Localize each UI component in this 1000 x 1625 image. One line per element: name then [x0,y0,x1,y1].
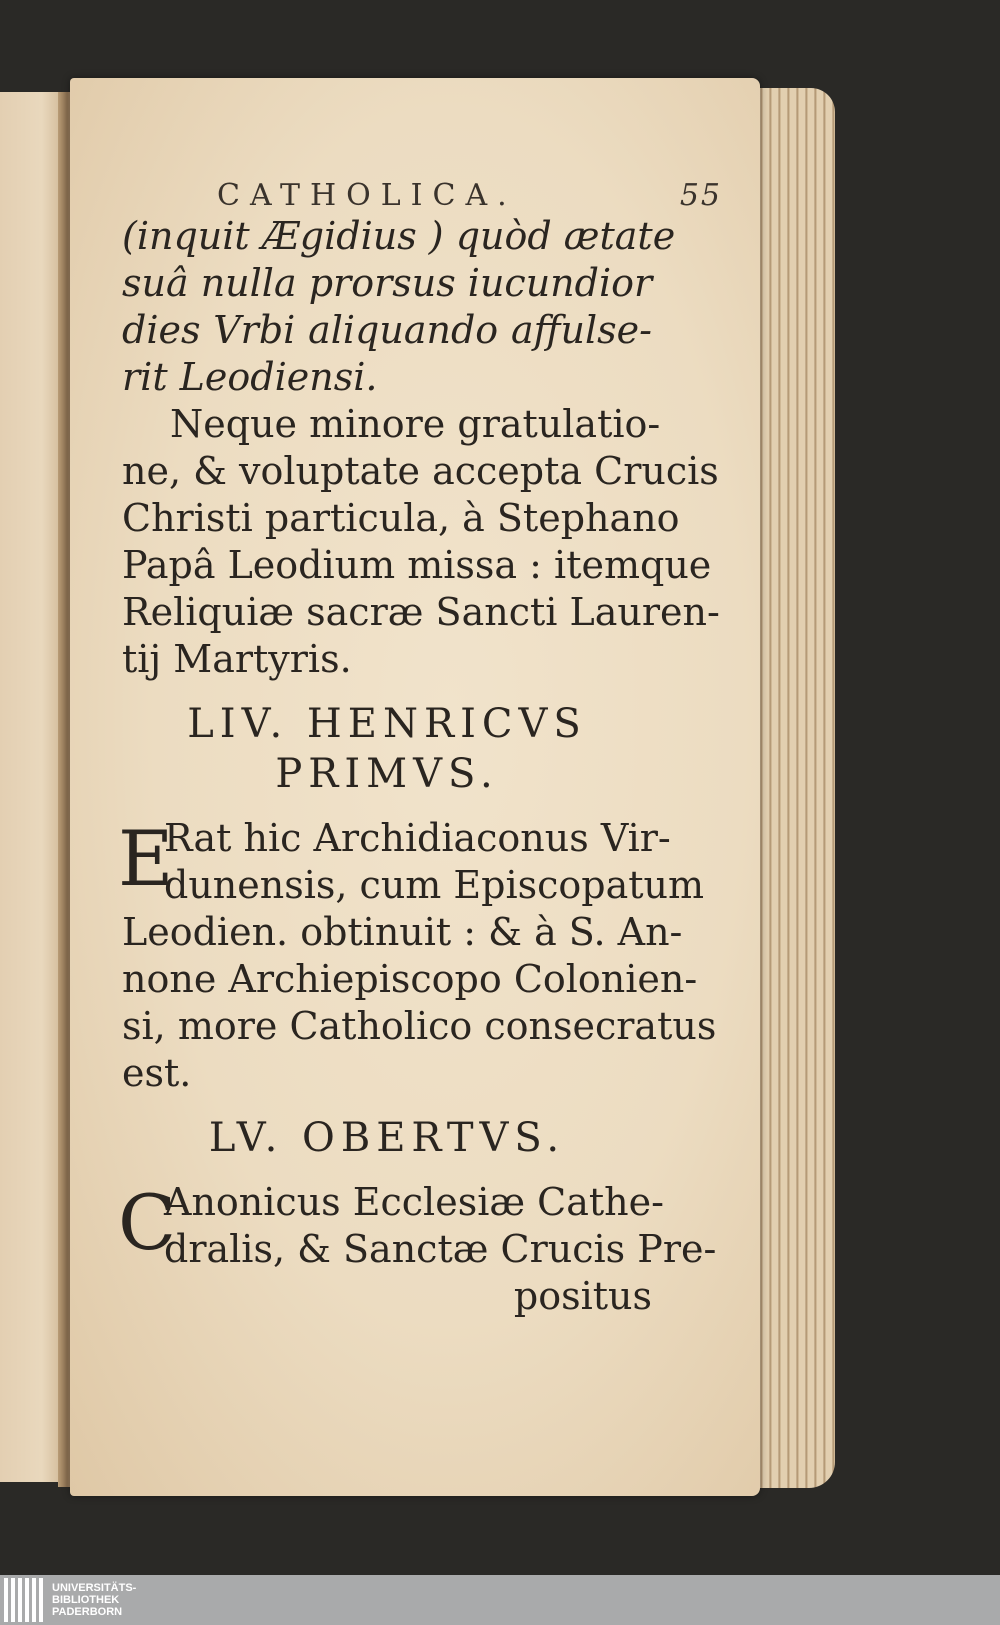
running-head [217,178,722,213]
text-line: dunensis, cum Episcopatum [164,863,705,907]
text-line: dies Vrbi aliquando affulse- [122,308,652,352]
text-line: Christi particula, à Stephano [122,496,680,540]
section-obertus-text [118,1178,717,1320]
drop-initial: E [118,814,174,903]
section-henricus-text [118,814,717,1097]
text-line: (inquit Ægidius ) quòd ætate [122,214,676,258]
section-heading-primus: PRIMVS. [275,751,499,797]
text-line: dralis, & Sanctæ Crucis Pre- [164,1227,717,1271]
library-logo-text [52,1582,136,1618]
text-line: est. [122,1051,192,1095]
drop-initial: C [118,1178,177,1267]
page-text [118,178,722,1320]
library-logo-icon [4,1578,44,1622]
running-head-title: CATHOLICA. [217,178,517,213]
text-line: Papâ Leodium missa : itemque [122,543,712,587]
section-heading-obertus: LV. OBERTVS. [208,1115,566,1161]
text-line: Leodien. obtinuit : & à S. An- [122,910,683,954]
text-line: suâ nulla prorsus iucundior [122,261,653,305]
logo-line: UNIVERSITÄTS- [52,1582,137,1594]
text-line: none Archiepiscopo Colonien- [122,957,698,1001]
section-heading-henricus: LIV. HENRICVS [187,701,587,747]
text-line: Rat hic Archidiaconus Vir- [164,816,671,860]
paragraph-1 [122,213,676,401]
text-line: ne, & voluptate accepta Crucis [122,449,719,493]
footer-bar [0,1575,1000,1625]
logo-line: BIBLIOTHEK [52,1594,120,1606]
page-number: 55 [679,178,722,213]
text-line: Reliquiæ sacræ Sancti Lauren- [122,590,720,634]
text-line: Anonicus Ecclesiæ Cathe- [164,1180,664,1224]
text-line: Neque minore gratulatio- [170,402,661,446]
text-line: rit Leodiensi. [122,355,378,399]
logo-line: PADERBORN [52,1606,123,1618]
text-line: si, more Catholico consecratus [122,1004,717,1048]
paragraph-2 [122,401,720,683]
catchword: positus [513,1274,652,1318]
text-line: tij Martyris. [122,637,352,681]
